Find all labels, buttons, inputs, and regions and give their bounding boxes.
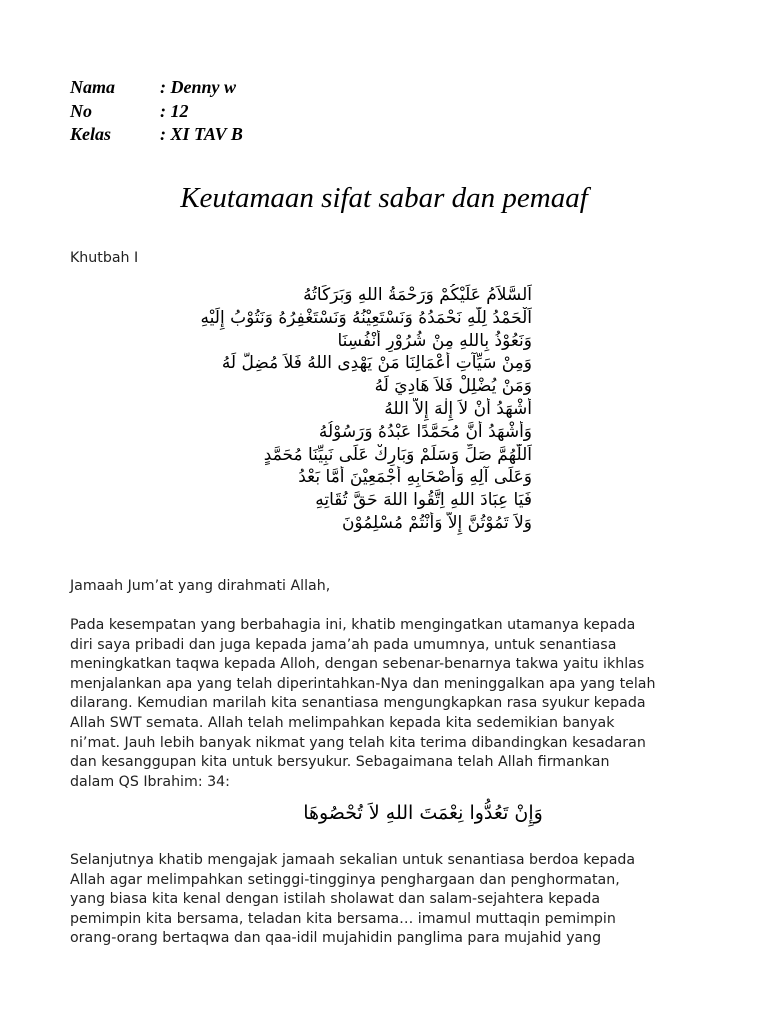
paragraph-line: Allah agar melimpahkan setinggi-tingginya penghargaan dan penghormatan, bbox=[70, 871, 620, 888]
paragraph-line: Allah SWT semata. Allah telah melimpahkan kepada kita sedemikian banyak bbox=[70, 714, 615, 731]
arabic-line: اَللّٰهُمَّ صَلِّ وَسَلِّمْ وَبَارِكْ عَلَى نَبِيِّنَا مُحَمَّدٍ bbox=[263, 444, 532, 465]
arabic-line: فَيَا عِبَادَ اللهِ اِتَّقُوا اللهَ حَقَّ تُقَاتِهِ bbox=[315, 490, 532, 511]
paragraph-line: pemimpin kita bersama, teladan kita bersama… imamul muttaqin pemimpin bbox=[70, 910, 616, 927]
kelas-label: Kelas bbox=[70, 124, 112, 144]
paragraph-line: Selanjutnya khatib mengajak jamaah sekalian untuk senantiasa berdoa kepada bbox=[70, 852, 636, 868]
greeting-line: Jamaah Jum’at yang dirahmati Allah, bbox=[70, 578, 331, 594]
paragraph-line: menjalankan apa yang telah diperintahkan-Nya dan meninggalkan apa yang telah bbox=[70, 675, 656, 692]
nama-label: Nama bbox=[70, 77, 115, 97]
arabic-line: وَعَلَى آلِهِ وَأَصْحَابِهِ أَجْمَعِيْنَ أَمَّا بَعْدُ bbox=[298, 467, 532, 488]
paragraph-2 bbox=[70, 851, 710, 949]
arabic-line: أَشْهَدُ أَنْ لاَ إِلٰهَ إِلاَّ اللهُ bbox=[384, 398, 532, 419]
arabic-opening-text bbox=[70, 284, 532, 535]
info-row-no bbox=[70, 100, 243, 124]
paragraph-line: dilarang. Kemudian marilah kita senantiasa mengungkapkan rasa syukur kepada bbox=[70, 695, 646, 712]
paragraph-line: dalam QS Ibrahim: 34: bbox=[70, 773, 230, 790]
quran-verse-ibrahim-34: وَإِنْ تَعُدُّوا نِعْمَتَ اللهِ لاَ تُحْصُوهَا bbox=[303, 802, 543, 824]
info-row-nama bbox=[70, 76, 243, 100]
paragraph-line: yang biasa kita kenal dengan istilah sholawat dan salam-sejahtera kepada bbox=[70, 891, 601, 908]
arabic-line: اَلْحَمْدُ لِلّٰهِ نَحْمَدُهُ وَنَسْتَعِيْنُهُ وَنَسْتَغْفِرُهُ وَنَتُوْبُ إِلَيْهِ bbox=[200, 307, 532, 328]
document-title: Keutamaan sifat sabar dan pemaaf bbox=[180, 182, 588, 214]
arabic-line: وَنَعُوْذُ بِاللهِ مِنْ شُرُوْرِ أَنْفُسِنَا bbox=[337, 330, 532, 351]
paragraph-line: ni’mat. Jauh lebih banyak nikmat yang telah kita terima dibandingkan kesadaran bbox=[70, 734, 646, 751]
no-value: : 12 bbox=[160, 100, 189, 121]
student-info bbox=[70, 76, 243, 147]
arabic-line: اَلسَّلاَمُ عَلَيْكُمْ وَرَحْمَةُ اللهِ وَبَرَكَاتُهُ bbox=[303, 285, 532, 305]
nama-value: : Denny w bbox=[160, 77, 236, 97]
kelas-value: : XI TAV B bbox=[160, 124, 243, 144]
paragraph-line: meningkatkan taqwa kepada Alloh, dengan sebenar-benarnya takwa yaitu ikhlas bbox=[70, 656, 645, 673]
paragraph-line: diri saya pribadi dan juga kepada jama’ah pada umumnya, untuk senantiasa bbox=[70, 636, 617, 653]
paragraph-line: Pada kesempatan yang berbahagia ini, khatib mengingatkan utamanya kepada bbox=[70, 617, 636, 633]
arabic-line: وَمَنْ يُضْلِلْ فَلاَ هَادِيَ لَهُ bbox=[374, 376, 532, 397]
arabic-line: وَأَشْهَدُ أَنَّ مُحَمَّدًا عَبْدُهُ وَرَسُوْلُهُ bbox=[318, 421, 532, 442]
paragraph-1 bbox=[70, 616, 710, 792]
arabic-line: وَمِنْ سَيِّآتِ أَعْمَالِنَا مَنْ يَهْدِى اللهُ فَلاَ مُضِلَّ لَهُ bbox=[221, 353, 532, 374]
khutbah-heading: Khutbah I bbox=[70, 250, 139, 266]
arabic-line: وَلاَ تَمُوْتُنَّ إِلاَّ وَأَنْتُمْ مُسْلِمُوْنَ bbox=[341, 512, 532, 533]
paragraph-line: dan kesanggupan kita untuk bersyukur. Sebagaimana telah Allah firmankan bbox=[70, 754, 610, 771]
no-label: No bbox=[70, 100, 92, 121]
paragraph-line: orang-orang bertaqwa dan qaa-idil mujahidin panglima para mujahid yang bbox=[70, 930, 602, 947]
info-row-kelas bbox=[70, 123, 243, 147]
